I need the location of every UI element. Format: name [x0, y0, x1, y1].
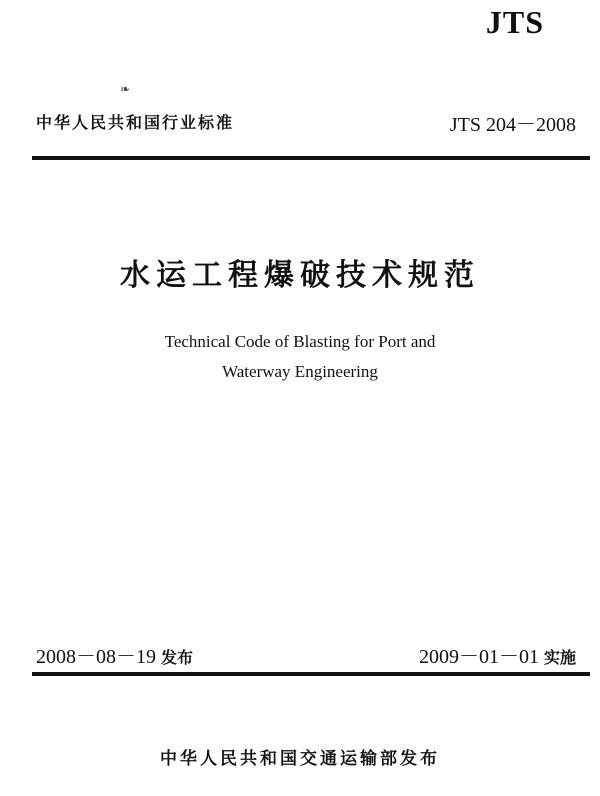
issue-date: [36, 640, 193, 669]
title-chinese: 水运工程爆破技术规范: [120, 258, 480, 293]
standard-category: 中华人民共和国行业标准: [36, 113, 235, 132]
emblem-icon: ❧: [120, 82, 131, 96]
title-english: [0, 327, 600, 387]
publisher: 中华人民共和国交通运输部发布: [160, 749, 440, 769]
issue-date-label: 发布: [161, 648, 194, 667]
issue-date-value: 2008－08－19: [36, 646, 156, 668]
effective-date-value: 2009－01－01: [418, 646, 539, 668]
effective-date-label: 实施: [543, 648, 576, 667]
bottom-divider: [32, 672, 590, 676]
top-divider: [32, 156, 590, 160]
title-english-line-1: Technical Code of Blasting for Port and: [164, 332, 436, 351]
title-english-line-2: Waterway Engineering: [222, 362, 378, 381]
brand-mark: JTS: [485, 4, 544, 40]
standard-number: JTS 204－2008: [449, 114, 576, 136]
effective-date: [419, 640, 576, 669]
